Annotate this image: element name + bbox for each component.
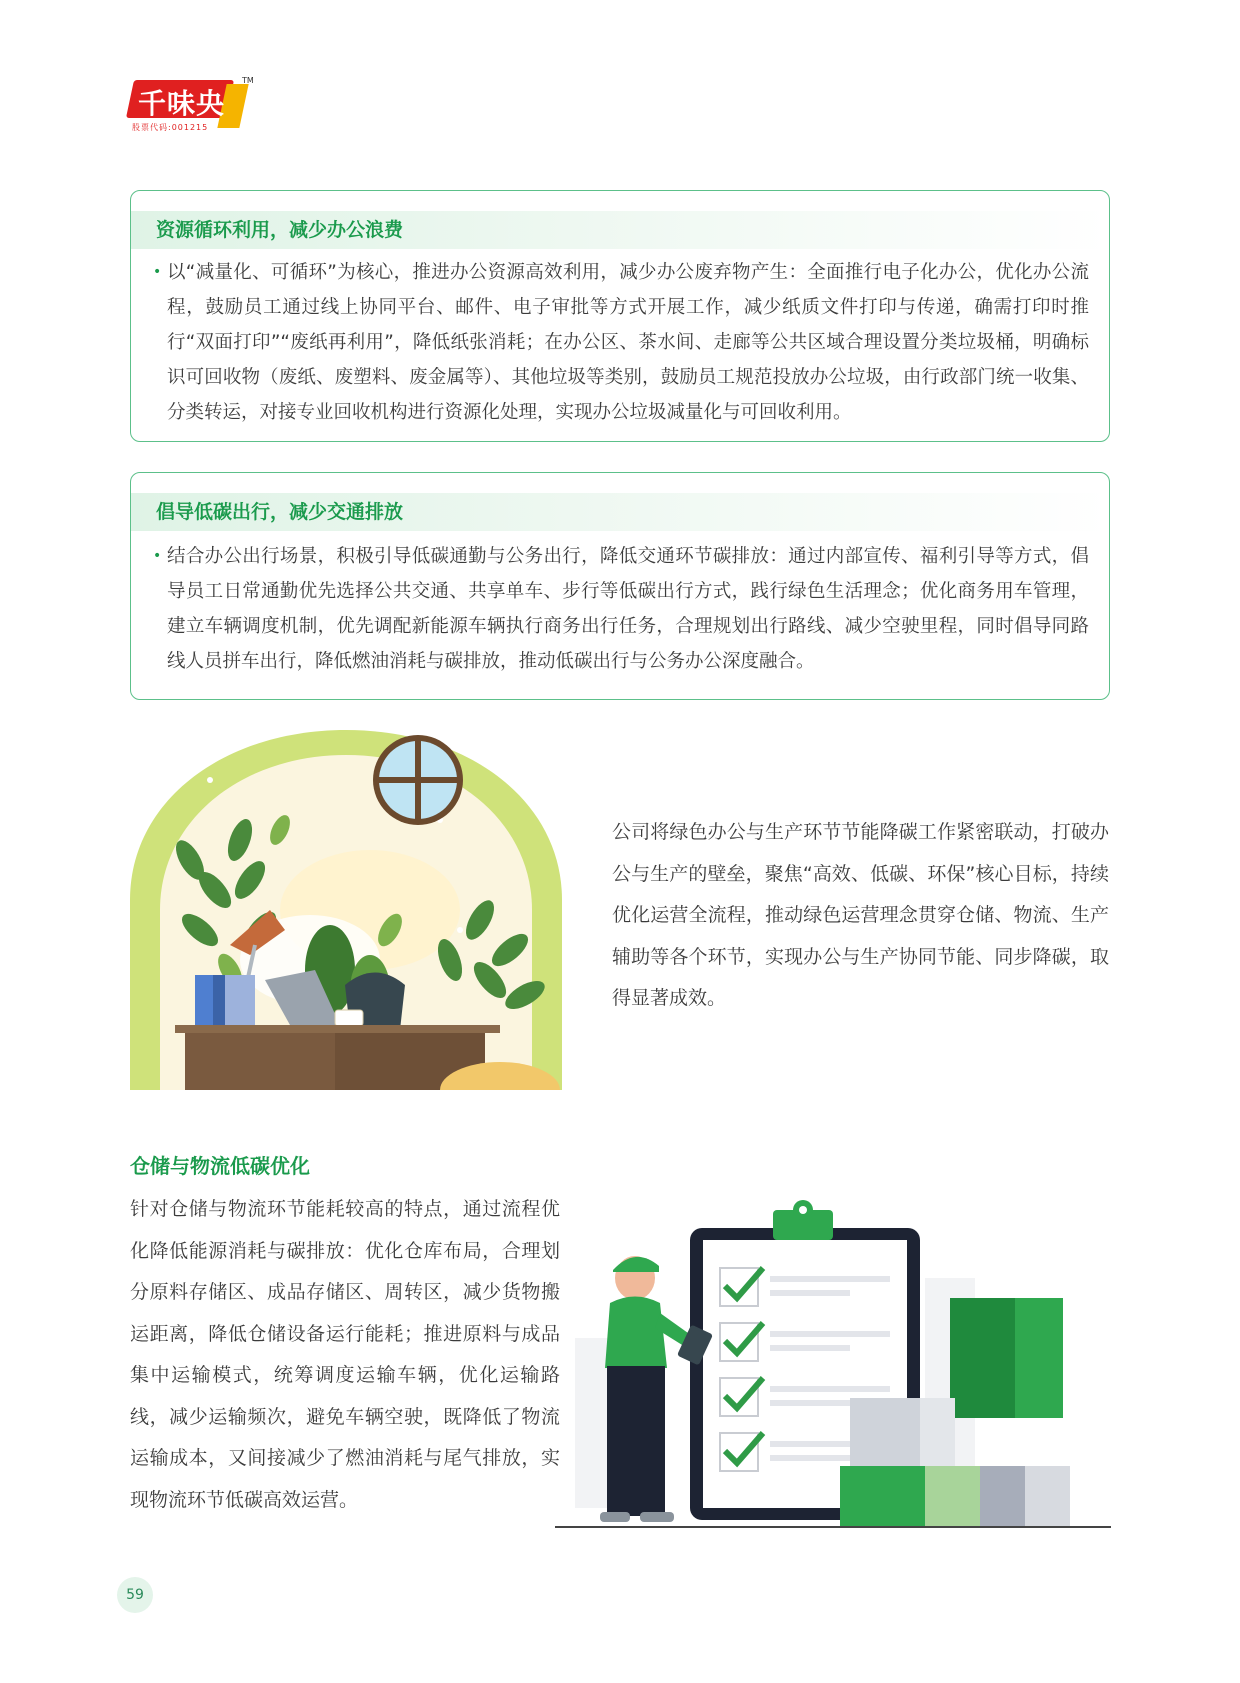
green-office-illustration bbox=[130, 730, 562, 1090]
box-text: 以“减量化、可循环”为核心，推进办公资源高效利用，减少办公废弃物产生：全面推行电子化办公，优化办公流程，鼓励员工通过线上协同平台、邮件、电子审批等方式开展工作，减少纸质文件打印与传递，确需打印时推行“双面打印”“废纸再利用”，降低纸张消耗；在办公区、茶水间、走廊等公共区域合理设置分类垃圾桶，明确标识可回收物（废纸、废塑料、废金属等）、其他垃圾等类别，鼓励员工规范投放办公垃圾，由行政部门统一收集、分类转运，对接专业回收机构进行资源化处理，实现办公垃圾减量化与可回收利用。 bbox=[167, 262, 1089, 423]
box-title: 资源循环利用，减少办公浪费 bbox=[156, 219, 404, 241]
section-paragraph: 针对仓储与物流环节能耗较高的特点，通过流程优化降低能源消耗与碳排放：优化仓库布局，合理划分原料存储区、成品存储区、周转区，减少货物搬运距离，降低仓储设备运行能耗；推进原料与成品集中运输模式，统筹调度运输车辆，优化运输路线，减少运输频次，避免车辆空驶，既降低了物流运输成本，又间接减少了燃油消耗与尾气排放，实现物流环节低碳高效运营。 bbox=[130, 1198, 560, 1511]
logo-tm: TM bbox=[242, 76, 254, 85]
logo-stock-code: 股票代码:001215 bbox=[132, 123, 209, 132]
bullet-icon: • bbox=[153, 548, 162, 564]
page-number: 59 bbox=[117, 1577, 153, 1613]
box-body bbox=[153, 539, 1089, 679]
box-text: 结合办公出行场景，积极引导低碳通勤与公务出行，降低交通环节碳排放：通过内部宣传、福利引导等方式，倡导员工日常通勤优先选择公共交通、共享单车、步行等低碳出行方式，践行绿色生活理念；优化商务用车管理，建立车辆调度机制，优先调配新能源车辆执行商务出行任务，合理规划出行路线、减少空驶里程，同时倡导同路线人员拼车出行，降低燃油消耗与碳排放，推动低碳出行与公务办公深度融合。 bbox=[167, 546, 1089, 672]
resource-recycling-box bbox=[130, 190, 1110, 442]
company-logo bbox=[130, 76, 254, 160]
warehouse-checklist-illustration bbox=[555, 1198, 1111, 1530]
green-operation-paragraph: 公司将绿色办公与生产环节节能降碳工作紧密联动，打破办公与生产的壁垒，聚焦“高效、低碳、环保”核心目标，持续优化运营全流程，推动绿色运营理念贯穿仓储、物流、生产辅助等各个环节，实现办公与生产协同节能、同步降碳，取得显著成效。 bbox=[612, 821, 1109, 1009]
logo-brand: 千味央厨 bbox=[138, 87, 226, 160]
section-title: 仓储与物流低碳优化 bbox=[130, 1154, 310, 1178]
box-body bbox=[153, 255, 1089, 430]
box-header bbox=[131, 493, 1109, 531]
low-carbon-travel-box bbox=[130, 472, 1110, 700]
box-title: 倡导低碳出行，减少交通排放 bbox=[156, 501, 404, 523]
bullet-icon: • bbox=[153, 264, 162, 280]
box-header bbox=[131, 211, 1109, 249]
